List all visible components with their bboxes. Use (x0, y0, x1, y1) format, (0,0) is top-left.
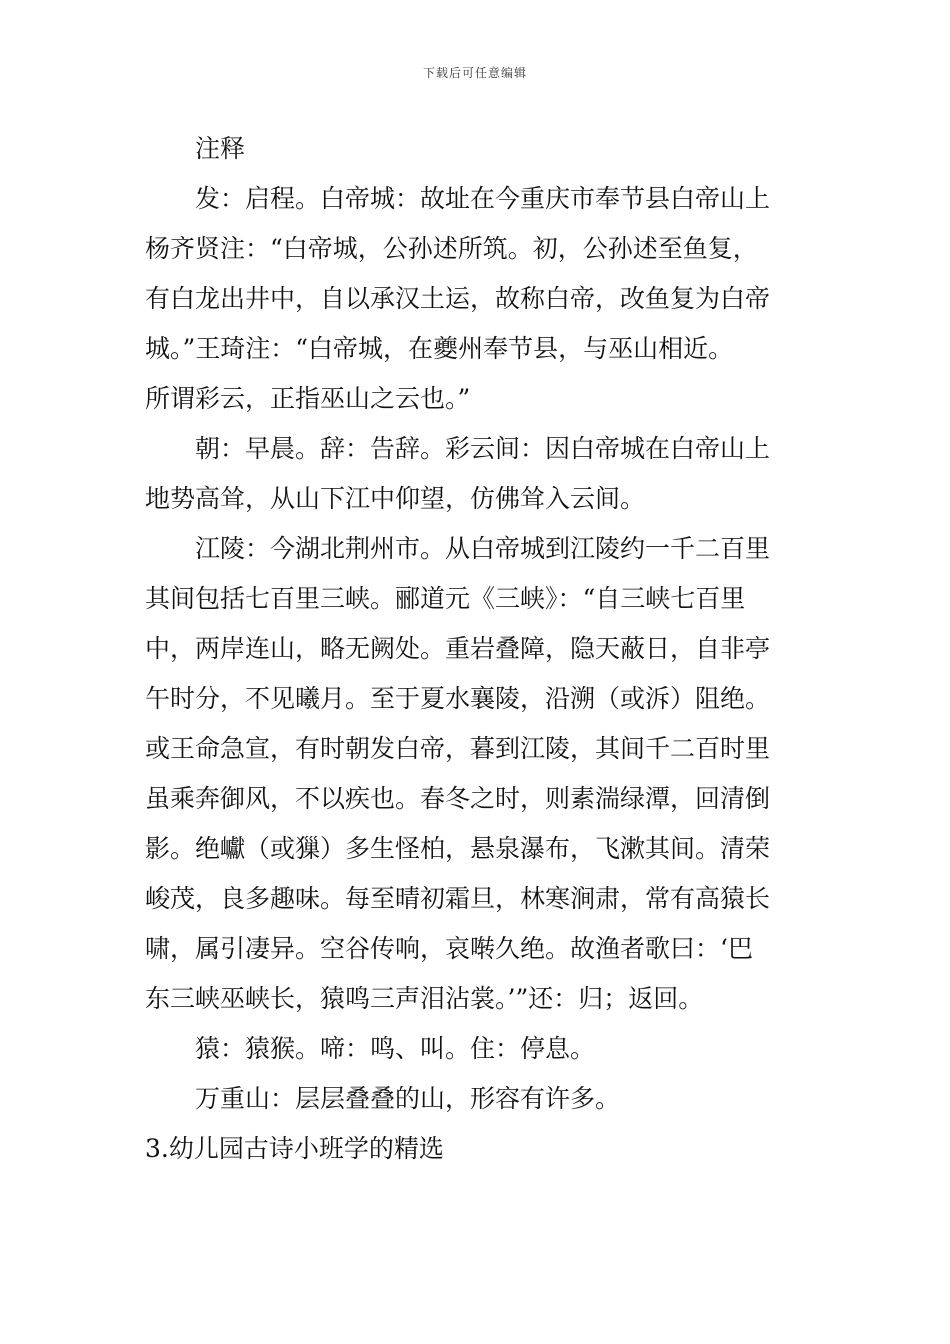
text-line: 所谓彩云，正指巫山之云也。” (145, 384, 471, 413)
text-line: 或王命急宣，有时朝发白帝，暮到江陵，其间千二百时里 (145, 734, 771, 763)
document-body (145, 124, 807, 1174)
text-line: 朝：早晨。辞：告辞。彩云间：因白帝城在白帝山上 (195, 434, 771, 463)
text-line: 中，两岸连山，略无阙处。重岩叠障，隐天蔽日，自非亭 (145, 634, 771, 663)
text-line: 发：启程。白帝城：故址在今重庆市奉节县白帝山上 (195, 184, 771, 213)
section-heading: 3.幼儿园古诗小班学的精选 (145, 1134, 444, 1163)
text-line: 影。绝巘（或㺐）多生怪柏，悬泉瀑布，飞漱其间。清荣 (145, 834, 771, 863)
text-line: 虽乘奔御风，不以疾也。春冬之时，则素湍绿潭，回清倒 (145, 784, 771, 813)
text-line: 城。”王琦注：“白帝城，在夔州奉节县，与巫山相近。 (145, 334, 734, 363)
text-line: 有白龙出井中，自以承汉土运，故称白帝，改鱼复为白帝 (145, 284, 771, 313)
page-header: 下载后可任意编辑 (422, 66, 527, 80)
text-line: 啸，属引凄异。空谷传响，哀啭久绝。故渔者歌曰：‘巴 (145, 934, 753, 963)
text-line: 杨齐贤注：“白帝城，公孙述所筑。初，公孙述至鱼复， (145, 234, 758, 263)
text-line: 东三峡巫峡长，猿鸣三声泪沾裳。’”还：归；返回。 (145, 984, 704, 1013)
text-line: 其间包括七百里三峡。郦道元《三峡》：“自三峡七百里 (145, 584, 746, 613)
text-line: 江陵：今湖北荆州市。从白帝城到江陵约一千二百里 (195, 534, 771, 563)
text-line: 地势高耸，从山下江中仰望，仿佛耸入云间。 (145, 484, 646, 513)
text-line: 万重山：层层叠叠的山，形容有许多。 (195, 1084, 621, 1113)
text-line: 注释 (195, 134, 246, 163)
text-line: 午时分，不见曦月。至于夏水襄陵，沿溯（或泝）阻绝。 (145, 684, 771, 713)
text-line: 猿：猿猴。啼：鸣、叫。住：停息。 (195, 1034, 596, 1063)
text-line: 峻茂，良多趣味。每至晴初霜旦，林寒涧肃，常有高猿长 (145, 884, 771, 913)
